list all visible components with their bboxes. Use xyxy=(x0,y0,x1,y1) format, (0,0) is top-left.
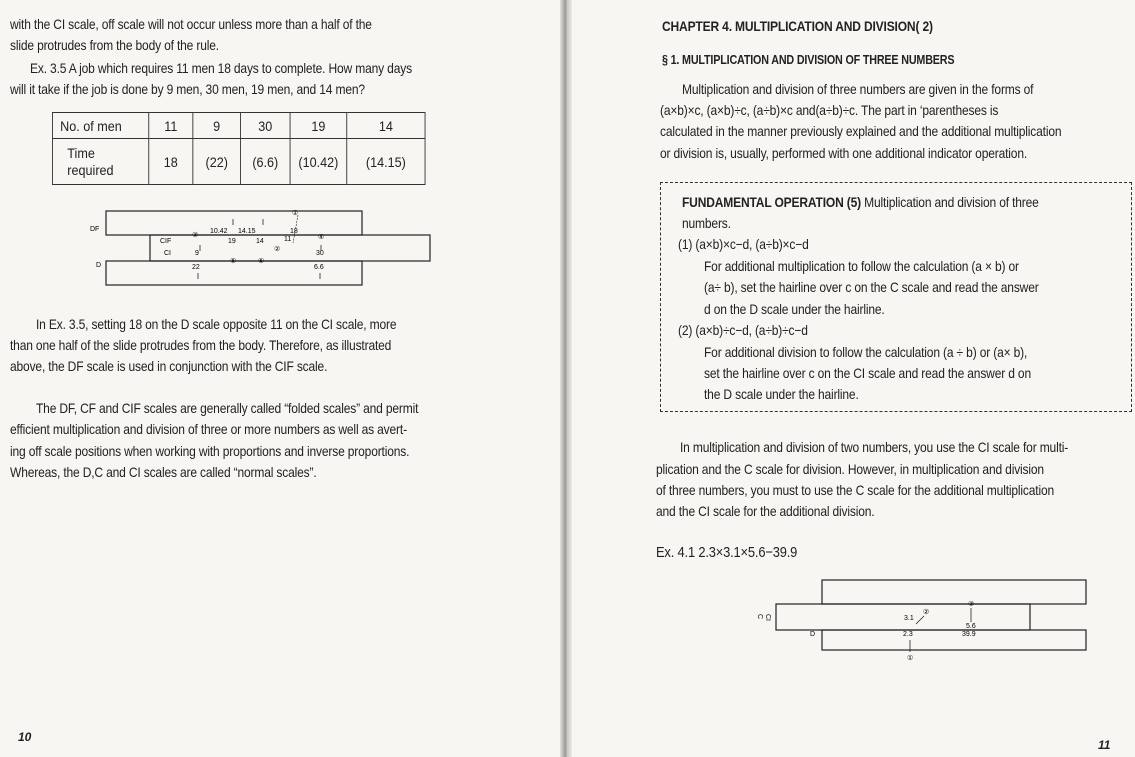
table-cell: (22) xyxy=(193,139,241,185)
table-cell: (6.6) xyxy=(241,139,291,185)
rule-slide xyxy=(776,604,1030,630)
d-scale-label: D xyxy=(810,631,816,638)
d-scale-label: D xyxy=(96,262,102,269)
rule-label: 3.1 xyxy=(904,615,914,622)
fundamental-title-line2: numbers. xyxy=(682,215,731,231)
d-label: 6.6 xyxy=(314,264,324,271)
left-para2-line3: above, the DF scale is used in conjunction with the CIF scale. xyxy=(10,358,328,374)
table-cell: (14.15) xyxy=(347,139,425,185)
table-row-label xyxy=(52,139,148,185)
d-label: 22 xyxy=(192,264,200,271)
table-cell: 30 xyxy=(241,113,291,139)
right-para-line1: In multiplication and division of two numbers, you use the CI scale for multi- xyxy=(680,439,1069,455)
marker-1: ① xyxy=(292,210,299,217)
page-number-left: 10 xyxy=(18,730,32,744)
slide-rule-diagram-3-5 xyxy=(88,203,438,293)
table-cell: 11 xyxy=(149,113,193,139)
example-4-1: Ex. 4.1 2.3×3.1×5.6−39.9 xyxy=(656,544,798,561)
table-cell: 14 xyxy=(347,113,425,139)
rule-body-bottom xyxy=(822,630,1086,650)
item2-body-line3: the D scale under the hairline. xyxy=(704,386,859,402)
top-label: 14.15 xyxy=(238,228,256,235)
required-label: required xyxy=(67,161,114,178)
item1-body-line1: For additional multiplication to follow the calculation (a × b) or xyxy=(704,258,1019,274)
rule-label: 2.3 xyxy=(903,631,913,638)
fundamental-title xyxy=(682,192,1039,213)
rule-label: 5.6 xyxy=(966,623,976,630)
chapter-heading: CHAPTER 4. MULTIPLICATION AND DIVISION( 2) xyxy=(662,18,933,34)
left-para3-line2: efficient multiplication and division of three or more numbers as well as avert- xyxy=(10,421,407,437)
rule-label: 39.9 xyxy=(962,631,976,638)
intro-line2: (a×b)×c, (a×b)÷c, (a÷b)×c and(a÷b)÷c. The part in ‘parentheses is xyxy=(660,102,999,118)
marker-2: ③ xyxy=(192,232,199,239)
left-para2-line1: In Ex. 3.5, setting 18 on the D scale opposite 11 on the CI scale, more xyxy=(36,316,397,332)
marker-3: ③ xyxy=(968,601,975,608)
table-cell: 19 xyxy=(290,113,347,139)
df-scale-label: DF xyxy=(90,226,100,233)
marker-4: ④ xyxy=(318,234,325,241)
intro-line4: or division is, usually, performed with one additional indicator operation. xyxy=(660,145,1028,161)
example-3-5-line1: Ex. 3.5 A job which requires 11 men 18 days to complete. How many days xyxy=(30,60,412,76)
book-gutter xyxy=(560,0,572,757)
left-para3-line3: ing off scale positions when working with proportions and inverse proportions. xyxy=(10,443,410,459)
ci-scale-label: CI xyxy=(764,614,771,621)
table-cell: 9 xyxy=(193,113,241,139)
ci-scale-label: CI xyxy=(164,250,171,257)
item2-heading: (2) (a×b)÷c−d, (a÷b)÷c−d xyxy=(678,322,808,338)
cif-label: 19 xyxy=(228,238,236,245)
ci-label: 30 xyxy=(316,250,324,257)
marker-6: ⑥ xyxy=(258,258,265,265)
table-cell: (10.42) xyxy=(290,139,347,185)
left-para2-line2: than one half of the slide protrudes from the body. Therefore, as illustrated xyxy=(10,337,392,353)
example-3-5-line2: will it take if the job is done by 9 men, 30 men, 19 men, and 14 men? xyxy=(10,81,365,97)
marker-3: ② xyxy=(274,246,281,253)
time-label: Time xyxy=(67,144,95,161)
cif-label: 11 xyxy=(284,236,292,243)
left-para1-line2: slide protrudes from the body of the rule. xyxy=(10,37,219,53)
cif-scale-label: CIF xyxy=(160,238,172,245)
top-label: 10.42 xyxy=(210,228,228,235)
ci-label: 9 xyxy=(195,250,199,257)
fundamental-title-rest: Multiplication and division of three xyxy=(864,194,1039,210)
section-heading: § 1. MULTIPLICATION AND DIVISION OF THREE NUMBERS xyxy=(662,53,955,67)
item1-body-line2: (a÷ b), set the hairline over c on the C scale and read the answer xyxy=(704,279,1039,295)
item2-body-line1: For additional division to follow the calculation (a ÷ b) or (a× b), xyxy=(704,344,1028,360)
table-cell: 18 xyxy=(149,139,193,185)
right-para-line2: plication and the C scale for division. However, in multiplication and division xyxy=(656,461,1044,477)
marker-5: ⑤ xyxy=(230,258,237,265)
left-para3-line1: The DF, CF and CIF scales are generally called “folded scales” and permit xyxy=(36,400,419,416)
item2-body-line2: set the hairline over c on the CI scale and read the answer d on xyxy=(704,365,1031,381)
intro-line1: Multiplication and division of three numbers are given in the forms of xyxy=(682,81,1034,97)
table-row xyxy=(52,113,425,139)
top-label: 18 xyxy=(290,228,298,235)
men-days-table xyxy=(52,112,426,185)
table-row xyxy=(52,139,425,185)
c-scale-label: C xyxy=(756,614,763,620)
item1-body-line3: d on the D scale under the hairline. xyxy=(704,301,885,317)
marker-1: ① xyxy=(907,655,914,662)
cif-label: 14 xyxy=(256,238,264,245)
marker-2: ② xyxy=(923,609,930,616)
item1-heading: (1) (a×b)×c−d, (a÷b)×c−d xyxy=(678,236,809,252)
left-para1-line1: with the CI scale, off scale will not occur unless more than a half of the xyxy=(10,16,372,32)
right-para-line3: of three numbers, you must to use the C scale for the additional multiplication xyxy=(656,482,1055,498)
right-para-line4: and the CI scale for the additional division. xyxy=(656,503,875,519)
fundamental-title-bold: FUNDAMENTAL OPERATION (5) xyxy=(682,194,861,210)
page-number-right: 11 xyxy=(1098,738,1111,752)
left-para3-line4: Whereas, the D,C and CI scales are called “normal scales”. xyxy=(10,464,317,480)
table-cell: No. of men xyxy=(52,113,148,139)
df-body-top xyxy=(106,211,362,235)
rule-body-top xyxy=(822,580,1086,604)
intro-line3: calculated in the manner previously explained and the additional multiplication xyxy=(660,123,1062,139)
slide-rule-diagram-4-1 xyxy=(756,574,1096,666)
